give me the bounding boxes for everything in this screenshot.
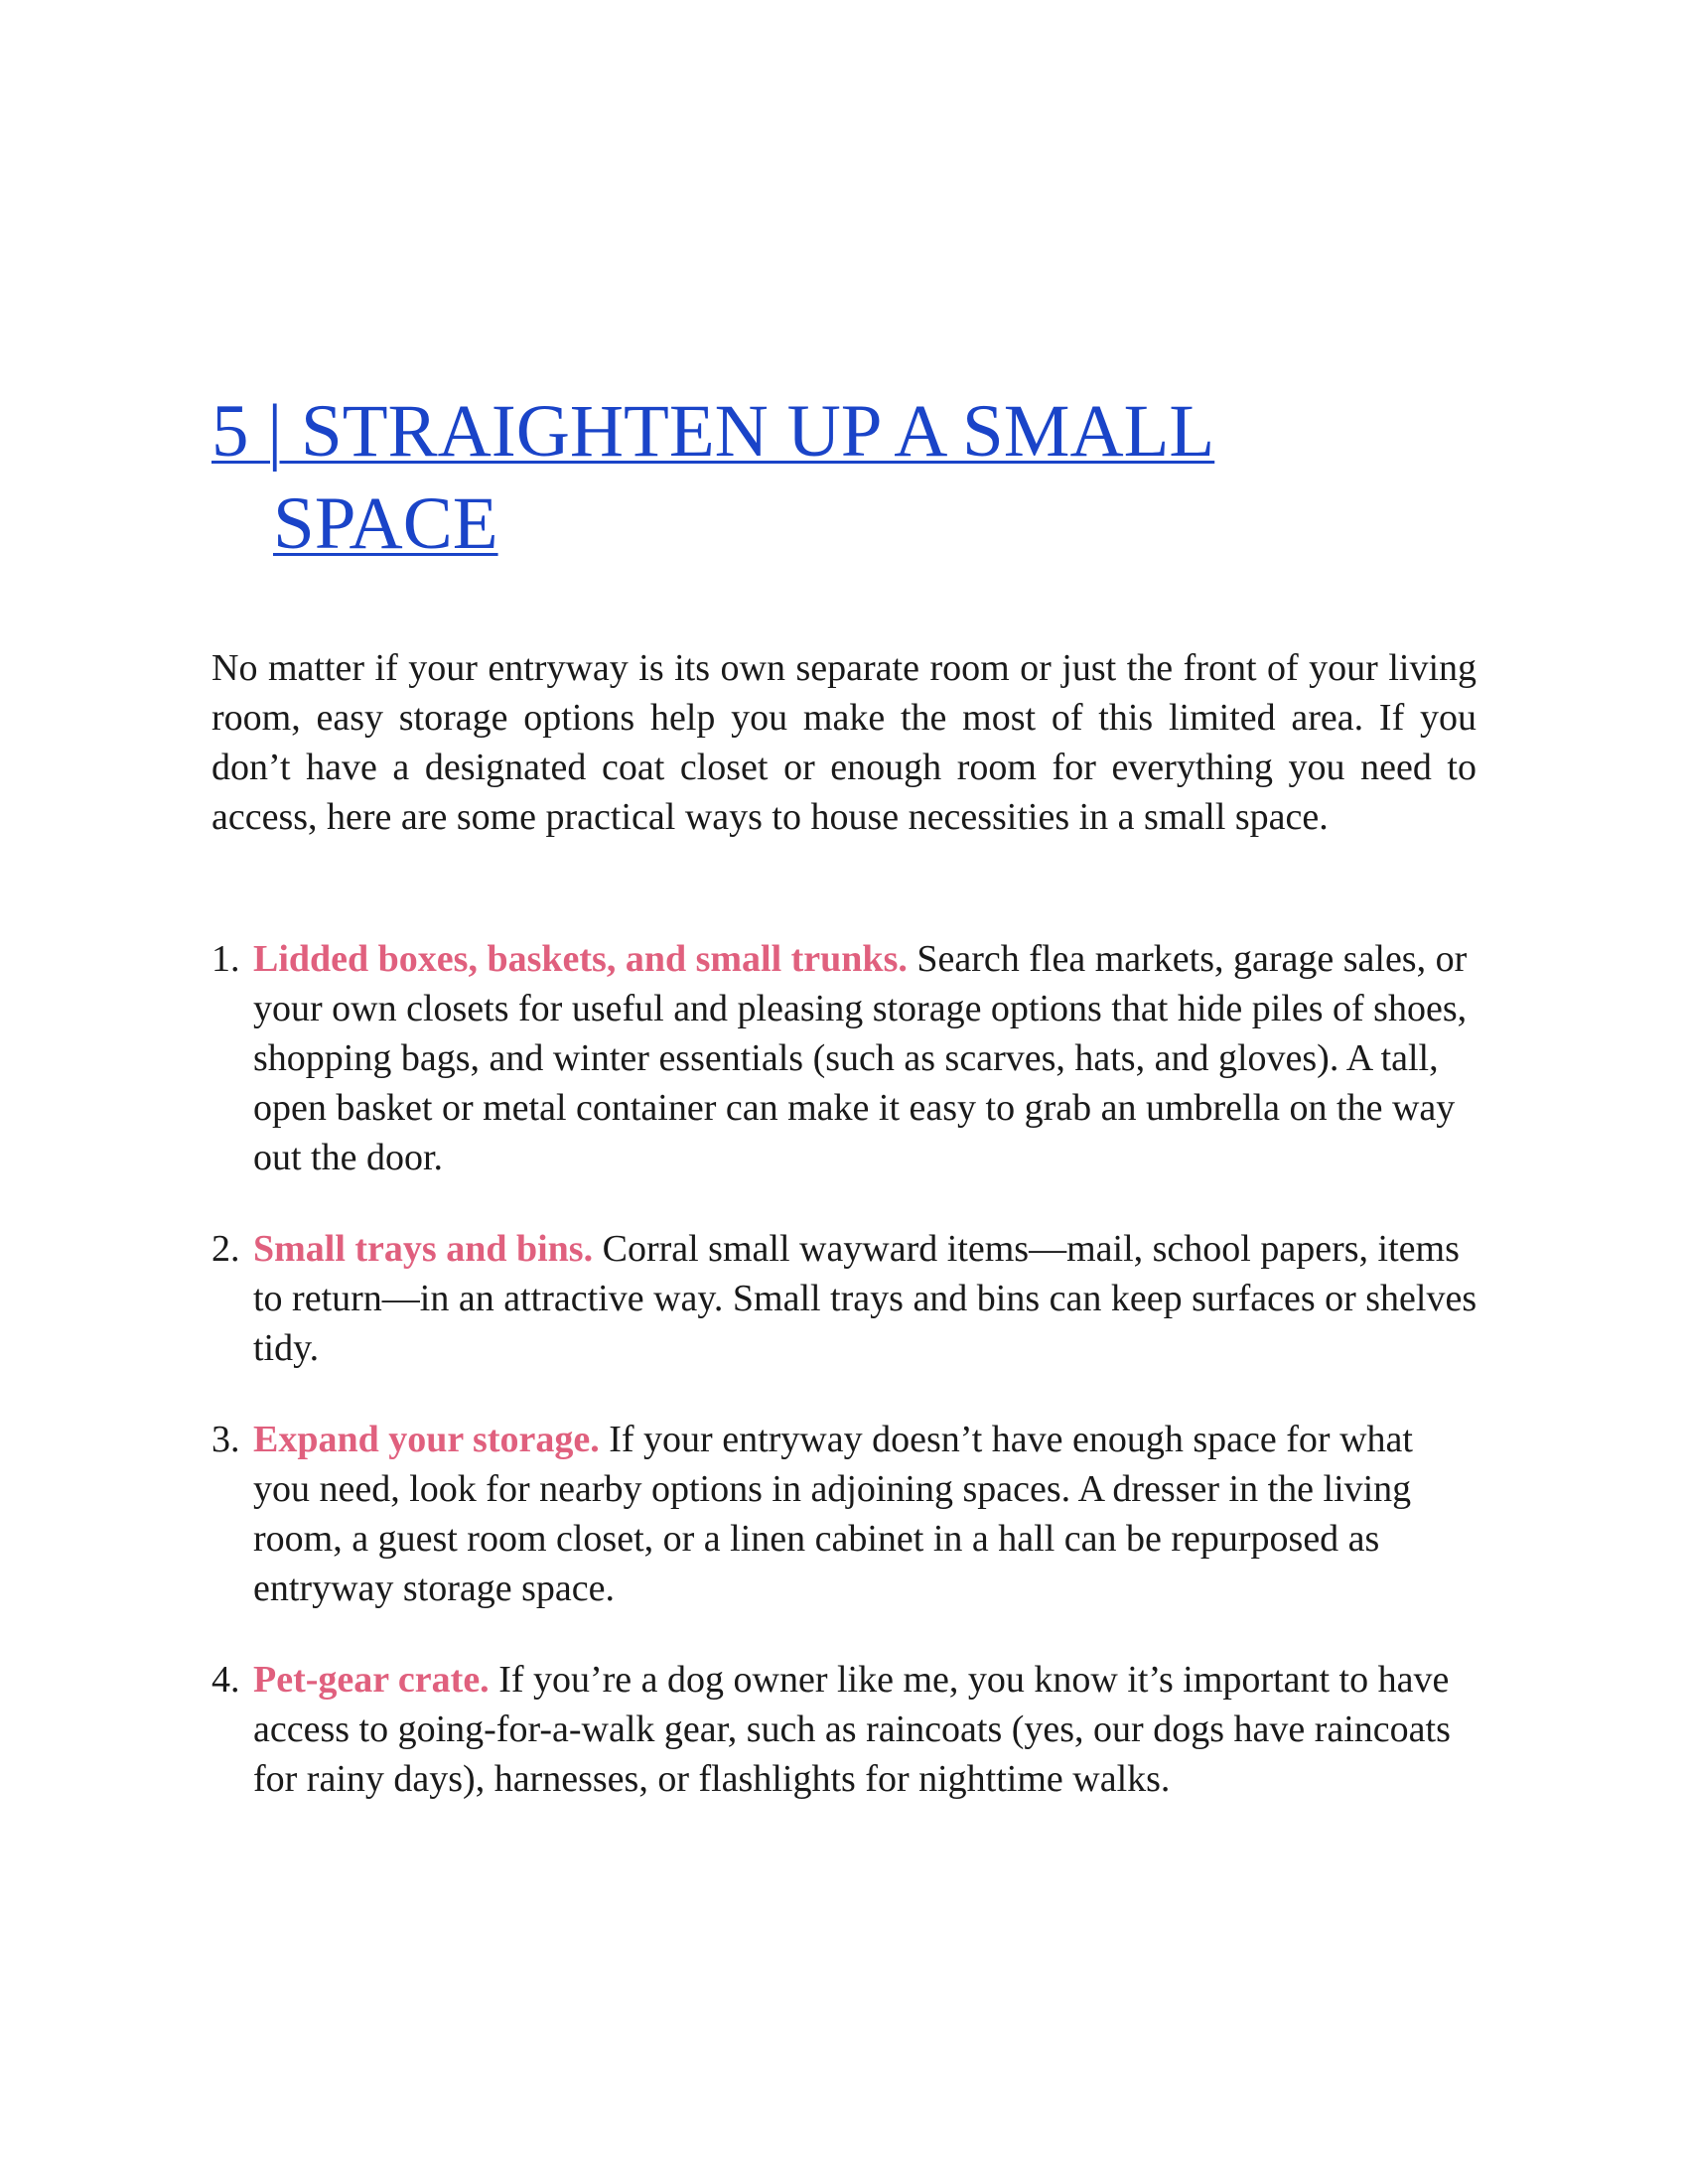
tip-lead: Small trays and bins. xyxy=(253,1228,594,1270)
tip-item xyxy=(211,934,1477,1182)
tip-text: Search flea markets, garage sales, or your own closets for useful and pleasing storage options that hide piles of shoes, shopping bags, and winter essentials (such as scarves, hats, and gloves). A tall, open basket or metal container can make it easy to grab an umbrella on the way out the door. xyxy=(253,938,1468,1178)
tip-item xyxy=(211,1224,1477,1373)
heading-line-2: SPACE xyxy=(273,482,498,565)
tip-number: 3. xyxy=(211,1419,240,1460)
heading-line-1: 5 | STRAIGHTEN UP A SMALL xyxy=(211,390,1215,473)
tip-text: If you’re a dog owner like me, you know it’s important to have access to going-for-a-walk gear, such as raincoats (yes, our dogs have raincoats for rainy days), harnesses, or flashlights for nighttime walks. xyxy=(253,1659,1451,1800)
tip-number: 1. xyxy=(211,938,240,980)
tip-text: If your entryway doesn’t have enough space for what you need, look for nearby options in adjoining spaces. A dresser in the living room, a guest room closet, or a linen cabinet in a hall can be repurposed as entryway storage space. xyxy=(253,1419,1413,1609)
tip-item xyxy=(211,1655,1477,1804)
tip-text: Corral small wayward items—mail, school papers, items to return—in an attractive way. Small trays and bins can keep surfaces or shelves tidy. xyxy=(253,1228,1477,1369)
tip-number: 4. xyxy=(211,1659,240,1701)
intro-paragraph: No matter if your entryway is its own separate room or just the front of your living room, easy storage options help you make the most of this limited area. If you don’t have a designated coat closet or enough room for everything you need to access, here are some practical ways to house necessities in a small space. xyxy=(211,647,1477,838)
tip-lead: Expand your storage. xyxy=(253,1419,600,1460)
tips-list xyxy=(211,934,1477,1845)
tip-number: 2. xyxy=(211,1228,240,1270)
tip-lead: Pet-gear crate. xyxy=(253,1659,490,1701)
tip-lead: Lidded boxes, baskets, and small trunks. xyxy=(253,938,908,980)
tip-item xyxy=(211,1415,1477,1613)
section-heading xyxy=(211,385,1304,570)
section-heading-link[interactable] xyxy=(211,385,1304,570)
